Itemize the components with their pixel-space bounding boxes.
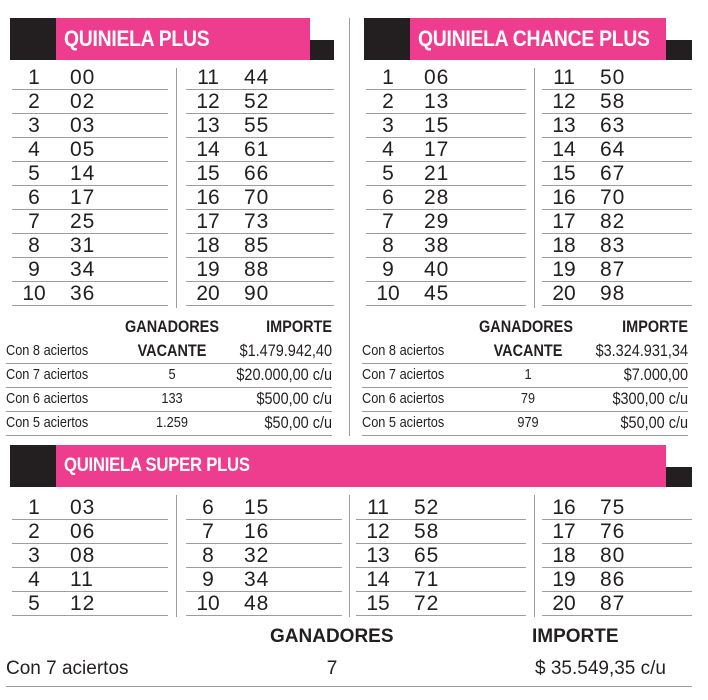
drawn-number: 58: [414, 520, 440, 543]
prize-winners: 1: [524, 366, 532, 383]
prize-winners: VACANTE: [493, 341, 563, 360]
drawn-number: 52: [414, 496, 440, 519]
drawn-number: 21: [424, 162, 450, 185]
position-number: 20: [552, 592, 576, 615]
number-row: [366, 258, 526, 282]
position-number: 6: [28, 186, 40, 209]
drawn-number: 82: [600, 210, 626, 233]
drawn-number: 13: [424, 90, 450, 113]
number-row: [542, 66, 692, 90]
prize-label: Con 6 aciertos: [6, 390, 89, 407]
number-row: [186, 210, 334, 234]
position-number: 8: [28, 234, 40, 257]
number-row: [12, 138, 168, 162]
drawn-number: 48: [244, 592, 270, 615]
number-row: [186, 258, 334, 282]
position-number: 18: [552, 544, 576, 567]
number-row: [12, 162, 168, 186]
drawn-number: 05: [70, 138, 96, 161]
position-number: 2: [28, 90, 40, 113]
prize-amount: $50,00 c/u: [264, 413, 332, 432]
number-row: [542, 544, 692, 568]
position-number: 6: [382, 186, 394, 209]
prize-amount: $50,00 c/u: [620, 413, 688, 432]
super-title: QUINIELA SUPER PLUS: [56, 445, 666, 487]
number-row: [366, 114, 526, 138]
position-number: 7: [382, 210, 394, 233]
drawn-number: 45: [424, 282, 450, 305]
number-row: [542, 234, 692, 258]
drawn-number: 85: [244, 234, 270, 257]
number-row: [542, 496, 692, 520]
drawn-number: 70: [600, 186, 626, 209]
position-number: 10: [22, 282, 46, 305]
position-number: 17: [552, 520, 576, 543]
number-row: [12, 282, 168, 306]
prize-label: Con 7 aciertos: [362, 366, 445, 383]
prize-amount: $20.000,00 c/u: [236, 365, 332, 384]
super-prize-amount: $ 35.549,35 c/u: [535, 658, 666, 679]
position-number: 3: [28, 114, 40, 137]
plus-column-divider: [176, 68, 177, 308]
drawn-number: 00: [70, 66, 96, 89]
drawn-number: 44: [244, 66, 270, 89]
number-row: [542, 282, 692, 306]
drawn-number: 40: [424, 258, 450, 281]
chance-importe-heading: IMPORTE: [622, 317, 688, 336]
prize-amount: $7.000,00: [623, 365, 688, 384]
prize-winners: 979: [517, 414, 539, 431]
prize-rule: [6, 435, 332, 436]
position-number: 12: [366, 520, 390, 543]
drawn-number: 11: [70, 568, 94, 591]
number-row: [186, 234, 334, 258]
drawn-number: 52: [244, 90, 270, 113]
drawn-number: 88: [244, 258, 270, 281]
number-row: [12, 66, 168, 90]
number-row: [12, 258, 168, 282]
prize-winners: VACANTE: [137, 341, 207, 360]
drawn-number: 98: [600, 282, 626, 305]
drawn-number: 50: [600, 66, 626, 89]
position-number: 20: [196, 282, 220, 305]
drawn-number: 34: [244, 568, 270, 591]
drawn-number: 16: [244, 520, 270, 543]
position-number: 3: [28, 544, 40, 567]
super-header-block: [10, 445, 56, 487]
number-row: [186, 496, 342, 520]
prize-label: Con 5 aciertos: [362, 414, 445, 431]
drawn-number: 55: [244, 114, 270, 137]
drawn-number: 36: [70, 282, 96, 305]
drawn-number: 17: [70, 186, 96, 209]
position-number: 4: [28, 138, 40, 161]
number-row: [12, 496, 168, 520]
position-number: 1: [382, 66, 394, 89]
position-number: 13: [552, 114, 576, 137]
drawn-number: 72: [414, 592, 440, 615]
drawn-number: 87: [600, 592, 626, 615]
position-number: 16: [196, 186, 220, 209]
prize-label: Con 7 aciertos: [6, 366, 89, 383]
drawn-number: 86: [600, 568, 626, 591]
position-number: 2: [28, 520, 40, 543]
drawn-number: 02: [70, 90, 96, 113]
drawn-number: 34: [70, 258, 96, 281]
super-divider-2: [349, 495, 350, 617]
number-row: [356, 544, 526, 568]
drawn-number: 75: [600, 496, 626, 519]
drawn-number: 12: [70, 592, 96, 615]
plus-ganadores-heading: GANADORES: [125, 317, 219, 336]
position-number: 12: [196, 90, 220, 113]
position-number: 13: [196, 114, 220, 137]
prize-rule: [362, 435, 688, 436]
section-divider: [349, 18, 350, 436]
plus-header-tab: [310, 40, 334, 60]
drawn-number: 06: [70, 520, 96, 543]
number-row: [542, 592, 692, 616]
drawn-number: 31: [70, 234, 96, 257]
drawn-number: 25: [70, 210, 96, 233]
position-number: 6: [202, 496, 214, 519]
chance-header-block: [364, 18, 410, 60]
drawn-number: 03: [70, 496, 96, 519]
prize-winners: 79: [520, 390, 536, 407]
drawn-number: 58: [600, 90, 626, 113]
prize-label: Con 8 aciertos: [6, 342, 89, 359]
position-number: 2: [382, 90, 394, 113]
position-number: 5: [28, 162, 40, 185]
drawn-number: 71: [414, 568, 440, 591]
number-row: [186, 544, 342, 568]
number-row: [542, 186, 692, 210]
chance-ganadores-heading: GANADORES: [479, 317, 573, 336]
position-number: 14: [552, 138, 576, 161]
prize-label: Con 8 aciertos: [362, 342, 445, 359]
number-row: [12, 234, 168, 258]
number-row: [12, 544, 168, 568]
prize-winners: 5: [168, 366, 176, 383]
number-row: [12, 210, 168, 234]
position-number: 11: [553, 66, 575, 89]
number-row: [186, 520, 342, 544]
drawn-number: 14: [70, 162, 96, 185]
position-number: 13: [366, 544, 390, 567]
chance-header-tab: [666, 40, 692, 60]
number-row: [542, 210, 692, 234]
position-number: 20: [552, 282, 576, 305]
number-row: [356, 592, 526, 616]
number-row: [542, 568, 692, 592]
prize-amount: $1.479.942,40: [239, 341, 332, 360]
number-row: [356, 568, 526, 592]
drawn-number: 08: [70, 544, 96, 567]
drawn-number: 64: [600, 138, 626, 161]
plus-title: QUINIELA PLUS: [56, 18, 310, 60]
number-row: [542, 114, 692, 138]
prize-amount: $3.324.931,34: [595, 341, 688, 360]
drawn-number: 87: [600, 258, 626, 281]
number-row: [186, 186, 334, 210]
plus-importe-heading: IMPORTE: [266, 317, 332, 336]
super-prize-winners: 7: [326, 658, 338, 679]
position-number: 14: [366, 568, 390, 591]
position-number: 3: [382, 114, 394, 137]
position-number: 15: [196, 162, 220, 185]
position-number: 9: [382, 258, 394, 281]
drawn-number: 65: [414, 544, 440, 567]
number-row: [186, 138, 334, 162]
drawn-number: 06: [424, 66, 450, 89]
super-header-tab: [666, 467, 692, 487]
position-number: 1: [28, 66, 40, 89]
position-number: 19: [552, 258, 576, 281]
super-divider-3: [534, 495, 535, 617]
position-number: 17: [552, 210, 576, 233]
number-row: [366, 282, 526, 306]
super-prize-rule: [6, 686, 692, 687]
position-number: 9: [202, 568, 214, 591]
drawn-number: 32: [244, 544, 270, 567]
position-number: 15: [366, 592, 390, 615]
prize-label: Con 5 aciertos: [6, 414, 89, 431]
position-number: 10: [376, 282, 400, 305]
number-row: [366, 234, 526, 258]
drawn-number: 67: [600, 162, 626, 185]
drawn-number: 29: [424, 210, 450, 233]
drawn-number: 38: [424, 234, 450, 257]
drawn-number: 70: [244, 186, 270, 209]
position-number: 17: [196, 210, 220, 233]
drawn-number: 15: [424, 114, 450, 137]
number-row: [366, 186, 526, 210]
number-row: [186, 282, 334, 306]
drawn-number: 61: [244, 138, 270, 161]
position-number: 12: [552, 90, 576, 113]
super-ganadores-heading: GANADORES: [270, 626, 394, 647]
prize-amount: $500,00 c/u: [256, 389, 332, 408]
drawn-number: 17: [424, 138, 450, 161]
prize-label: Con 6 aciertos: [362, 390, 445, 407]
number-row: [186, 66, 334, 90]
drawn-number: 66: [244, 162, 270, 185]
position-number: 7: [202, 520, 214, 543]
prize-winners: 1.259: [156, 414, 188, 431]
number-row: [12, 186, 168, 210]
number-row: [186, 90, 334, 114]
drawn-number: 28: [424, 186, 450, 209]
number-row: [542, 162, 692, 186]
position-number: 15: [552, 162, 576, 185]
number-row: [186, 592, 342, 616]
super-divider-1: [176, 495, 177, 617]
number-row: [12, 520, 168, 544]
position-number: 1: [28, 496, 40, 519]
number-row: [542, 90, 692, 114]
position-number: 11: [197, 66, 219, 89]
drawn-number: 73: [244, 210, 270, 233]
number-row: [186, 162, 334, 186]
number-row: [186, 568, 342, 592]
number-row: [12, 114, 168, 138]
number-row: [542, 258, 692, 282]
number-row: [366, 210, 526, 234]
number-row: [366, 138, 526, 162]
number-row: [12, 592, 168, 616]
super-prize-label: Con 7 aciertos: [6, 658, 129, 679]
chance-title: QUINIELA CHANCE PLUS: [410, 18, 666, 60]
position-number: 16: [552, 496, 576, 519]
position-number: 4: [28, 568, 40, 591]
number-row: [186, 114, 334, 138]
position-number: 10: [196, 592, 220, 615]
position-number: 16: [552, 186, 576, 209]
plus-header-block: [10, 18, 56, 60]
number-row: [12, 568, 168, 592]
drawn-number: 90: [244, 282, 270, 305]
position-number: 5: [382, 162, 394, 185]
drawn-number: 80: [600, 544, 626, 567]
number-row: [366, 90, 526, 114]
position-number: 18: [552, 234, 576, 257]
prize-amount: $300,00 c/u: [612, 389, 688, 408]
position-number: 14: [196, 138, 220, 161]
drawn-number: 63: [600, 114, 626, 137]
number-row: [542, 520, 692, 544]
number-row: [366, 162, 526, 186]
position-number: 5: [28, 592, 40, 615]
number-row: [356, 520, 526, 544]
position-number: 11: [367, 496, 389, 519]
number-row: [12, 90, 168, 114]
position-number: 7: [28, 210, 40, 233]
drawn-number: 15: [244, 496, 270, 519]
position-number: 4: [382, 138, 394, 161]
number-row: [542, 138, 692, 162]
position-number: 9: [28, 258, 40, 281]
drawn-number: 76: [600, 520, 626, 543]
number-row: [356, 496, 526, 520]
position-number: 8: [382, 234, 394, 257]
chance-column-divider: [534, 68, 535, 308]
position-number: 19: [552, 568, 576, 591]
position-number: 19: [196, 258, 220, 281]
number-row: [366, 66, 526, 90]
drawn-number: 83: [600, 234, 626, 257]
position-number: 8: [202, 544, 214, 567]
prize-winners: 133: [161, 390, 183, 407]
drawn-number: 03: [70, 114, 96, 137]
position-number: 18: [196, 234, 220, 257]
super-importe-heading: IMPORTE: [532, 626, 619, 647]
